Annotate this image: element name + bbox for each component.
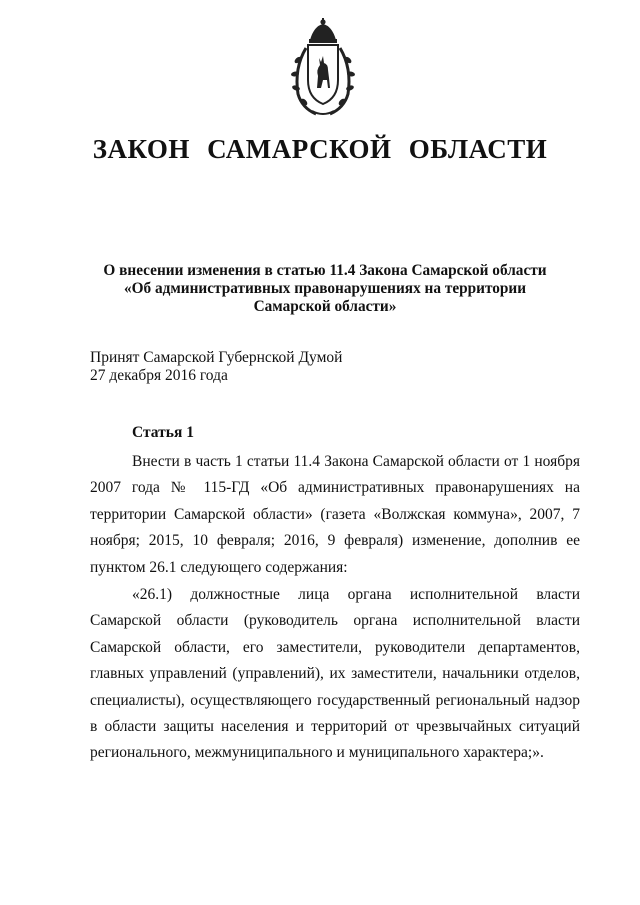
- coat-of-arms-emblem: [290, 18, 356, 118]
- subject-line: Самарской области»: [253, 298, 397, 315]
- subject-line: О внесении изменения в статью 11.4 Закона Самарской области: [103, 262, 547, 279]
- article-paragraph: Внести в часть 1 статьи 11.4 Закона Самарской области от 1 ноября 2007 года № 115-ГД «Об административных правонарушениях на территории Самарской области» (газета «Волжская коммуна», 2007, 7 ноября; 2015, 10 февраля; 2016, 9 февраля) изменение, дополнив ее пунктом 26.1 следующего содержания:: [90, 453, 580, 576]
- article-heading: Статья 1: [132, 424, 194, 441]
- article-paragraph: «26.1) должностные лица органа исполнительной власти Самарской области (руководитель органа исполнительной власти Самарской области, его заместители, руководители департаментов, главных управлений (управлений), их заместители, начальники отделов, специалисты), осуществляющего государственный региональный надзор в области защиты населения и территорий от чрезвычайных ситуаций регионального, межмуниципального и муниципального характера;».: [90, 586, 580, 762]
- adopted-by: Принят Самарской Губернской Думой: [90, 349, 343, 366]
- adoption-date: 27 декабря 2016 года: [90, 367, 228, 384]
- law-subject-title: [80, 262, 570, 316]
- adoption-info: [90, 349, 342, 385]
- law-title: ЗАКОН САМАРСКОЙ ОБЛАСТИ: [92, 134, 548, 164]
- subject-line: «Об административных правонарушениях на территории: [123, 280, 527, 297]
